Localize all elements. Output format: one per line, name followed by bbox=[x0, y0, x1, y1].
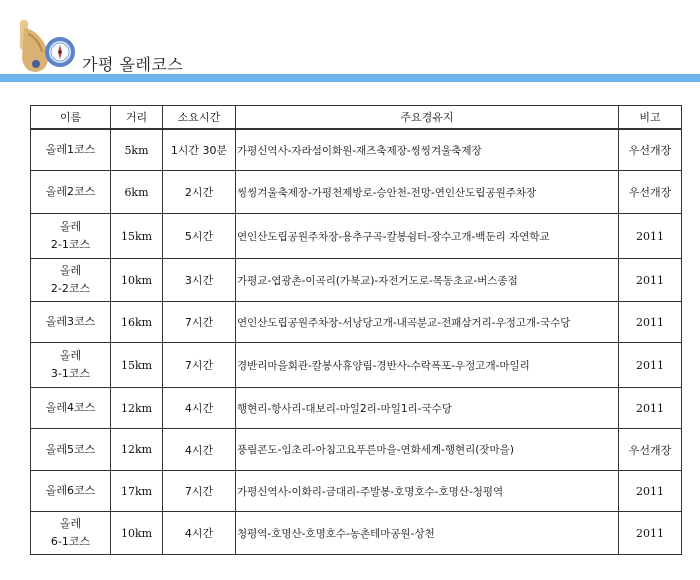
cell-note: 우선개장 bbox=[619, 129, 682, 171]
cell-distance: 15km bbox=[111, 343, 163, 388]
cell-note: 2011 bbox=[619, 214, 682, 259]
cell-name: 올레5코스 bbox=[31, 429, 111, 471]
table-row bbox=[31, 259, 682, 302]
cell-name: 올레2코스 bbox=[31, 171, 111, 214]
header-time: 소요시간 bbox=[163, 106, 236, 130]
cell-distance: 16km bbox=[111, 302, 163, 343]
table-header-row bbox=[31, 106, 682, 130]
cell-note: 2011 bbox=[619, 302, 682, 343]
cell-time: 3시간 bbox=[163, 259, 236, 302]
cell-note: 우선개장 bbox=[619, 171, 682, 214]
header-name: 이름 bbox=[31, 106, 111, 130]
cell-distance: 15km bbox=[111, 214, 163, 259]
cell-name: 올레 3-1코스 bbox=[31, 343, 111, 388]
cell-route: 연인산도립공원주차장-용추구곡-칼봉쉼터-장수고개-백둔리 자연학교 bbox=[236, 214, 619, 259]
cell-time: 4시간 bbox=[163, 512, 236, 555]
table-row bbox=[31, 429, 682, 471]
cell-distance: 12km bbox=[111, 388, 163, 429]
cell-note: 우선개장 bbox=[619, 429, 682, 471]
table-row bbox=[31, 343, 682, 388]
cell-distance: 17km bbox=[111, 471, 163, 512]
cell-name: 올레4코스 bbox=[31, 388, 111, 429]
header-route: 주요경유지 bbox=[236, 106, 619, 130]
table-row bbox=[31, 171, 682, 214]
cell-name: 올레 6-1코스 bbox=[31, 512, 111, 555]
cell-name: 올레 2-2코스 bbox=[31, 259, 111, 302]
title-underline-bar bbox=[0, 74, 700, 82]
cell-route: 가평신역사-자라섬이화원-재즈축제장-씽씽겨울축제장 bbox=[236, 129, 619, 171]
cell-time: 1시간 30분 bbox=[163, 129, 236, 171]
cell-distance: 6km bbox=[111, 171, 163, 214]
cell-distance: 5km bbox=[111, 129, 163, 171]
cell-name: 올레6코스 bbox=[31, 471, 111, 512]
cell-route: 행현리-항사리-대보리-마일2리-마일1리-국수당 bbox=[236, 388, 619, 429]
cell-route: 청평역-호명산-호명호수-농촌테마공원-상천 bbox=[236, 512, 619, 555]
cell-route: 씽씽겨울축제장-가평천제방로-승안천-전망-연인산도립공원주차장 bbox=[236, 171, 619, 214]
table-row bbox=[31, 302, 682, 343]
page-header bbox=[0, 0, 700, 90]
header-distance: 거리 bbox=[111, 106, 163, 130]
table-row bbox=[31, 214, 682, 259]
cell-time: 5시간 bbox=[163, 214, 236, 259]
table-row bbox=[31, 512, 682, 555]
cell-time: 4시간 bbox=[163, 429, 236, 471]
cell-distance: 10km bbox=[111, 259, 163, 302]
cell-route: 경반리마을회관-칼봉사휴양림-경반사-수락폭포-우정고개-마일리 bbox=[236, 343, 619, 388]
cell-route: 풍림콘도-임초리-아침고요푸른마을-연화세계-행현리(잣마을) bbox=[236, 429, 619, 471]
cell-route: 가평신역사-이화리-금대리-주발봉-호명호수-호명산-청평역 bbox=[236, 471, 619, 512]
cell-note: 2011 bbox=[619, 388, 682, 429]
cell-time: 7시간 bbox=[163, 302, 236, 343]
cell-time: 7시간 bbox=[163, 471, 236, 512]
cell-time: 7시간 bbox=[163, 343, 236, 388]
cell-note: 2011 bbox=[619, 512, 682, 555]
cell-time: 2시간 bbox=[163, 171, 236, 214]
cell-name: 올레 2-1코스 bbox=[31, 214, 111, 259]
cell-route: 가평교-엽광촌-이곡리(가북교)-자전거도로-목동초교-버스종점 bbox=[236, 259, 619, 302]
cell-note: 2011 bbox=[619, 343, 682, 388]
cell-note: 2011 bbox=[619, 471, 682, 512]
cell-distance: 10km bbox=[111, 512, 163, 555]
cell-time: 4시간 bbox=[163, 388, 236, 429]
header-note: 비고 bbox=[619, 106, 682, 130]
page-title: 가평 올레코스 bbox=[82, 55, 184, 74]
cell-note: 2011 bbox=[619, 259, 682, 302]
cell-route: 연인산도립공원주차장-서낭당고개-내곡분교-전패삼거리-우정고개-국수당 bbox=[236, 302, 619, 343]
table-row bbox=[31, 471, 682, 512]
compass-icon bbox=[14, 18, 78, 74]
table-row bbox=[31, 388, 682, 429]
table-row bbox=[31, 129, 682, 171]
cell-name: 올레1코스 bbox=[31, 129, 111, 171]
cell-distance: 12km bbox=[111, 429, 163, 471]
cell-name: 올레3코스 bbox=[31, 302, 111, 343]
course-table bbox=[30, 105, 682, 555]
